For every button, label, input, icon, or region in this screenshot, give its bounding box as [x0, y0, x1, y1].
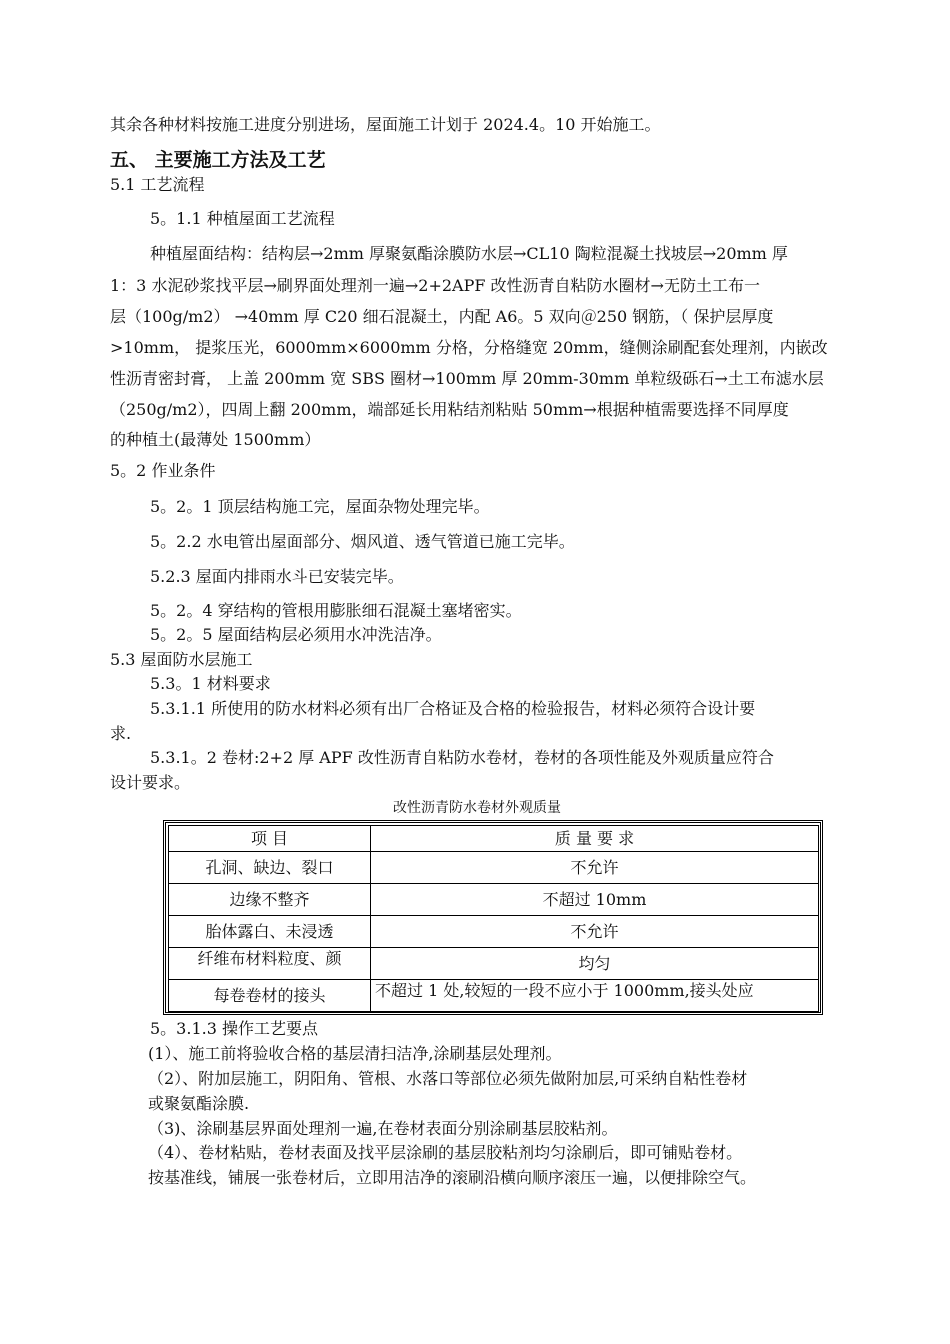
table-cell: 均匀 [371, 948, 819, 980]
table-cell: 胎体露白、未浸透 [169, 916, 371, 948]
subheading: 5。2 作业条件 [110, 461, 216, 480]
paragraph-line: 种植屋面结构：结构层→2mm 厚聚氨酯涂膜防水层→CL10 陶粒混凝土找坡层→20mm 厚 [150, 244, 788, 263]
table-cell: 每卷卷材的接头 [169, 980, 371, 1012]
table-cell: 不允许 [371, 916, 819, 948]
paragraph-line: 求. [110, 724, 132, 743]
subheading: 5.3。1 材料要求 [150, 674, 271, 693]
table-row [169, 948, 819, 980]
list-item: 5。2。4 穿结构的管根用膨胀细石混凝土塞堵密实。 [150, 601, 522, 620]
table-cell: 不超过 10mm [371, 884, 819, 916]
list-item: （3)、涂刷基层界面处理剂一遍,在卷材表面分别涂刷基层胶粘剂。 [148, 1119, 618, 1138]
subheading: 5。1.1 种植屋面工艺流程 [150, 209, 335, 228]
table-header-cell: 质 量 要 求 [371, 826, 819, 852]
table-cell: 边缘不整齐 [169, 884, 371, 916]
paragraph-line: 1：3 水泥砂浆找平层→刷界面处理剂一遍→2+2APF 改性沥青自粘防水圈材→无防土工布一 [110, 276, 760, 295]
list-item: 5.2.3 屋面内排雨水斗已安装完毕。 [150, 567, 404, 586]
table-cell: 孔洞、缺边、裂口 [169, 852, 371, 884]
paragraph-line: 层（100g/m2） →40mm 厚 C20 细石混凝土，内配 A6。5 双向＠250 钢筋，（ 保护层厚度 [110, 307, 774, 326]
table-header-cell: 项 目 [169, 826, 371, 852]
paragraph-line: 性沥青密封膏， 上盖 200mm 宽 SBS 圈材→100mm 厚 20mm-30mm 单粒级砾石→土工布滤水层 [110, 369, 824, 388]
list-item: 或聚氨酯涂膜. [148, 1094, 250, 1113]
text-line: 其余各种材料按施工进度分别进场，屋面施工计划于 2024.4。10 开始施工。 [110, 115, 661, 134]
list-item: 5。2.2 水电管出屋面部分、烟风道、透气管道已施工完毕。 [150, 532, 575, 551]
list-item: （2）、附加层施工，阴阳角、管根、水落口等部位必须先做附加层,可采纳自粘性卷材 [148, 1069, 748, 1088]
table-caption: 改性沥青防水卷材外观质量 [393, 800, 561, 816]
paragraph-line: 的种植土(最薄处 1500mm） [110, 430, 321, 449]
paragraph-line: 设计要求。 [110, 773, 191, 792]
list-item: 5。2。5 屋面结构层必须用水冲洗洁净。 [150, 625, 442, 644]
table-cell: 不允许 [371, 852, 819, 884]
table-row [169, 852, 819, 884]
subheading: 5。3.1.3 操作工艺要点 [150, 1019, 318, 1038]
list-item: 5。2。1 顶层结构施工完，屋面杂物处理完毕。 [150, 497, 490, 516]
list-item: （4）、卷材粘贴，卷材表面及找平层涂刷的基层胶粘剂均匀涂刷后，即可铺贴卷材。 [148, 1143, 743, 1162]
table-row [169, 980, 819, 1012]
table-header-row [169, 826, 819, 852]
paragraph-line: 5.3.1.1 所使用的防水材料必须有出厂合格证及合格的检验报告，材料必须符合设计要 [150, 699, 756, 718]
subheading: 5.3 屋面防水层施工 [110, 650, 253, 669]
paragraph-line: >10mm， 提浆压光，6000mm×6000mm 分格，分格缝宽 20mm，缝侧涂刷配套处理剂，内嵌改 [110, 338, 828, 357]
paragraph-line: 5.3.1。2 卷材:2+2 厚 APF 改性沥青自粘防水卷材，卷材的各项性能及外观质量应符合 [150, 748, 774, 767]
table-cell: 纤维布材料粒度、颜 [169, 948, 371, 980]
table-row [169, 884, 819, 916]
table-cell: 不超过 1 处,较短的一段不应小于 1000mm,接头处应 [371, 980, 819, 1012]
quality-table [168, 825, 819, 1012]
section-heading: 五、 主要施工方法及工艺 [110, 149, 326, 171]
table-row [169, 916, 819, 948]
list-item: (1）、施工前将验收合格的基层清扫洁净,涂刷基层处理剂。 [148, 1044, 562, 1063]
subheading: 5.1 工艺流程 [110, 175, 205, 194]
list-item: 按基准线，铺展一张卷材后，立即用洁净的滚刷沿横向顺序滚压一遍，以便排除空气。 [148, 1168, 757, 1187]
paragraph-line: （250g/m2），四周上翻 200mm，端部延长用粘结剂粘贴 50mm→根据种植需要选择不同厚度 [110, 400, 789, 419]
